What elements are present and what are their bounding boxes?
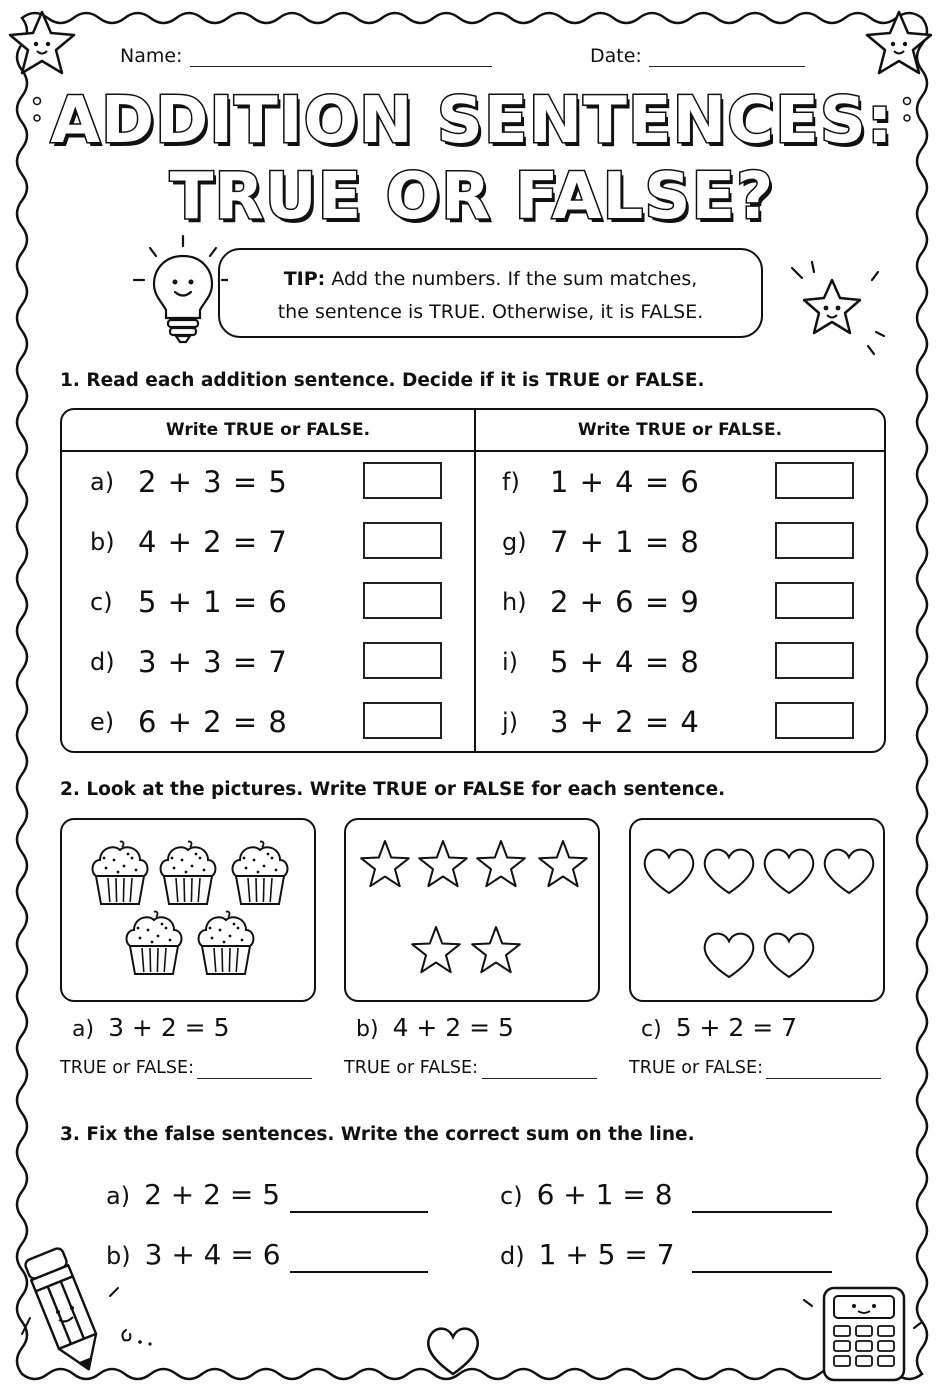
picture-sentence-c: c) 5 + 2 = 7 [641,1013,798,1042]
name-label: Name: [120,45,183,67]
cupcake-icon [127,911,182,974]
date-line[interactable] [649,66,805,67]
star-icon [782,258,886,358]
tip-box [218,248,763,338]
page-title-line2: TRUE OR FALSE? [169,160,775,234]
star-icon [5,8,79,78]
heart-icon [765,934,814,977]
star-icon [862,8,936,78]
date-label: Date: [590,45,642,67]
sentence-row-a: a) 2 + 3 = 5 [90,465,288,499]
fix-line-b[interactable] [290,1271,428,1273]
tf-prompt-c: TRUE or FALSE: [629,1058,763,1078]
answer-box-i[interactable] [775,642,854,679]
name-line[interactable] [190,66,492,67]
heart-icon [645,850,694,893]
heart-icon [825,850,874,893]
sentence-row-b: b) 4 + 2 = 7 [90,525,288,559]
sentence-row-d: d) 3 + 3 = 7 [90,645,288,679]
left-column-header: Write TRUE or FALSE. [165,420,371,440]
pencil-icon [14,1238,154,1380]
cupcake-icon [161,841,216,904]
sentence-row-g: g) 7 + 1 = 8 [502,525,700,559]
tf-line-a[interactable] [197,1078,312,1079]
picture-sentence-a: a) 3 + 2 = 5 [72,1013,230,1042]
tf-prompt-a: TRUE or FALSE: [60,1058,194,1078]
tf-prompt-b: TRUE or FALSE: [344,1058,478,1078]
cupcake-icon [233,841,288,904]
fix-sentence-b: b) 3 + 4 = 6 [106,1238,281,1271]
tip-line2: the sentence is TRUE. Otherwise, it is FALSE. [277,301,704,323]
heart-icon [705,850,754,893]
true-false-table [60,408,886,753]
fix-line-a[interactable] [290,1211,428,1213]
answer-box-d[interactable] [363,642,442,679]
answer-box-c[interactable] [363,582,442,619]
cupcake-icon [93,841,148,904]
picture-sentence-b: b) 4 + 2 = 5 [356,1013,514,1042]
tf-line-b[interactable] [482,1078,597,1079]
star-icon [419,841,467,886]
star-icon [477,841,525,886]
cupcake-picture-box [60,818,316,1002]
answer-box-f[interactable] [775,462,854,499]
fix-sentence-d: d) 1 + 5 = 7 [500,1238,675,1271]
lightbulb-icon [128,232,228,348]
tip-label: TIP: [283,268,326,290]
star-icon [472,927,520,972]
heart-icon [705,934,754,977]
answer-box-g[interactable] [775,522,854,559]
star-picture-box [344,818,600,1002]
answer-box-j[interactable] [775,702,854,739]
answer-box-b[interactable] [363,522,442,559]
section1-heading: 1. Read each addition sentence. Decide if it is TRUE or FALSE. [60,370,705,391]
fix-sentence-a: a) 2 + 2 = 5 [106,1178,281,1211]
cupcake-icon [199,911,254,974]
heart-icon [765,850,814,893]
answer-box-e[interactable] [363,702,442,739]
fix-line-c[interactable] [692,1211,832,1213]
section3-heading: 3. Fix the false sentences. Write the correct sum on the line. [60,1124,695,1145]
calculator-icon [800,1278,926,1382]
sentence-row-h: h) 2 + 6 = 9 [502,585,700,619]
section2-heading: 2. Look at the pictures. Write TRUE or FALSE for each sentence. [60,779,726,800]
sentence-row-c: c) 5 + 1 = 6 [90,585,288,619]
tf-line-c[interactable] [766,1078,881,1079]
tip-line1: Add the numbers. If the sum matches, [331,268,698,290]
heart-picture-box [629,818,885,1002]
right-column-header: Write TRUE or FALSE. [577,420,783,440]
sentence-row-i: i) 5 + 4 = 8 [502,645,700,679]
sentence-row-j: j) 3 + 2 = 4 [502,705,700,739]
answer-box-h[interactable] [775,582,854,619]
sentence-row-e: e) 6 + 2 = 8 [90,705,288,739]
fix-sentence-c: c) 6 + 1 = 8 [500,1178,673,1211]
star-icon [361,841,409,886]
star-icon [539,841,587,886]
answer-box-a[interactable] [363,462,442,499]
heart-icon [420,1320,486,1380]
sentence-row-f: f) 1 + 4 = 6 [502,465,700,499]
fix-line-d[interactable] [692,1271,832,1273]
star-icon [412,927,460,972]
page-title-line1: ADDITION SENTENCES: [50,84,894,158]
